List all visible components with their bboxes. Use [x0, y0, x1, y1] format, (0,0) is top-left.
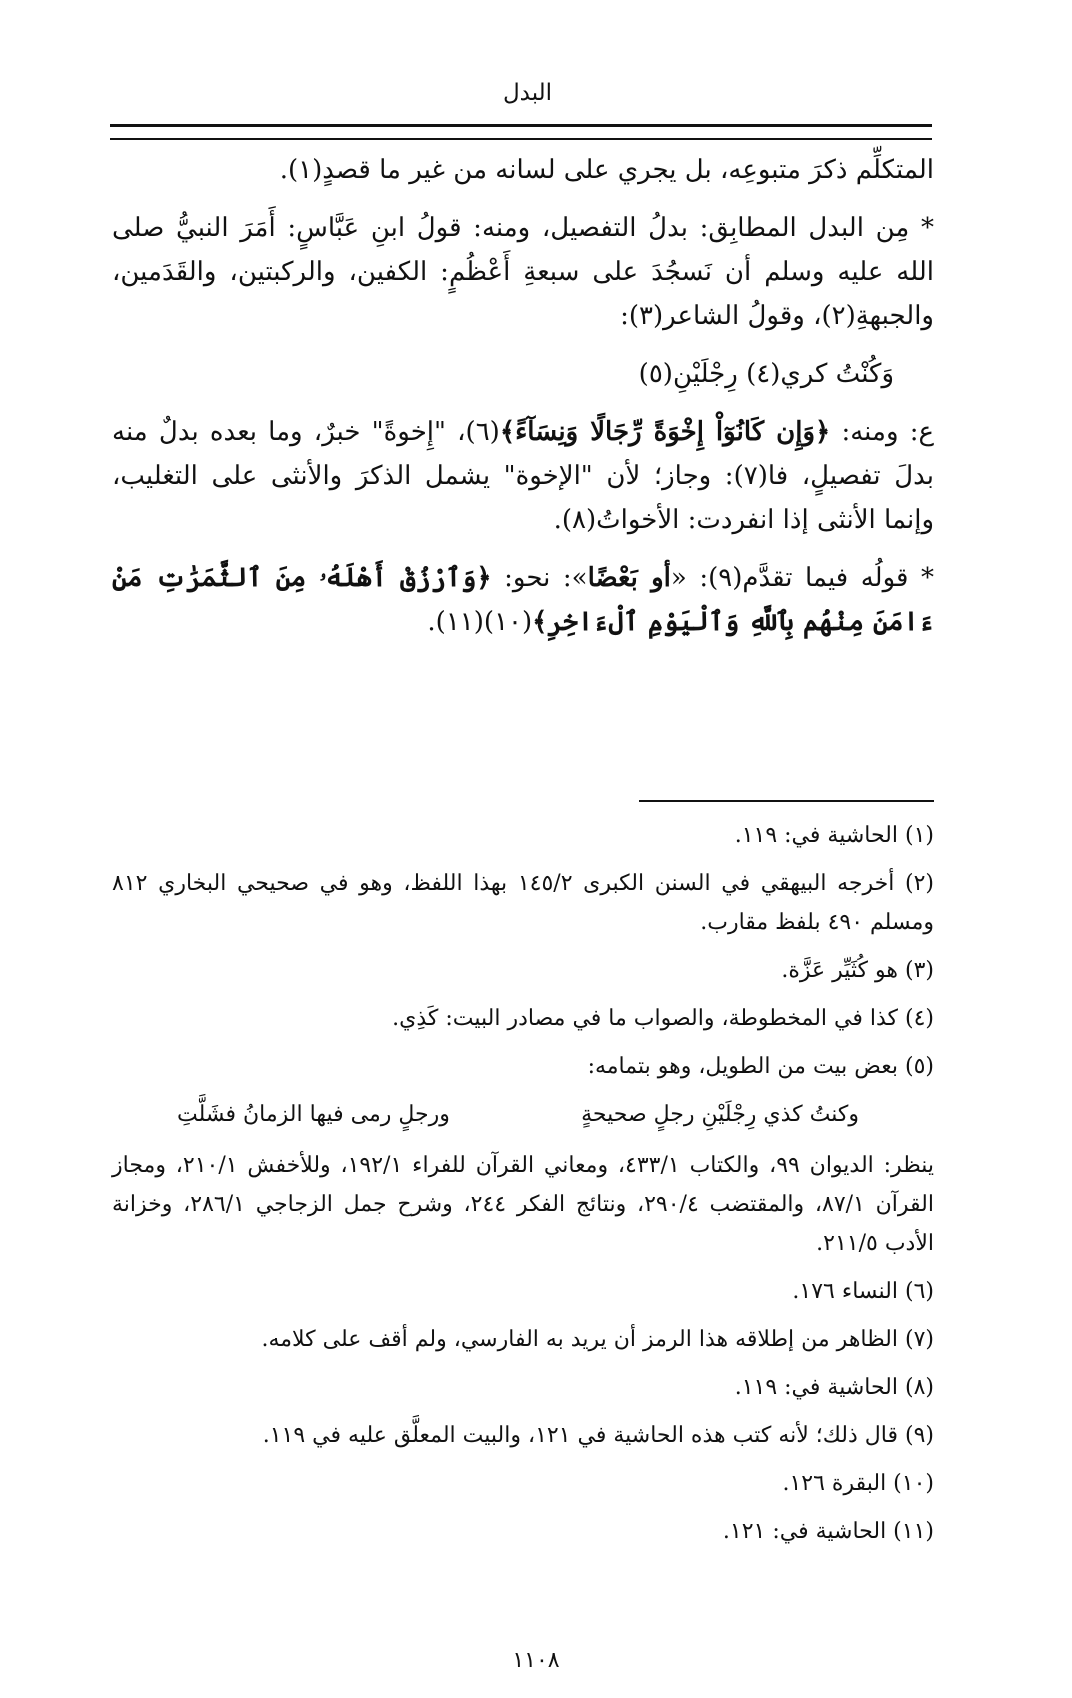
footnotes — [112, 816, 934, 1560]
header-rule-thick — [110, 124, 932, 127]
paragraph-4-mid: »: نحو: — [491, 563, 588, 593]
footnote-10: (١٠) البقرة ١٢٦. — [782, 1471, 934, 1496]
quran-quote-nisa: ﴿وَإِن كَانُوٓاْ إِخْوَةً رِّجَالًا وَنِسَآءً﴾ — [499, 417, 831, 447]
poem-line — [112, 1095, 934, 1134]
footnote-2: (٢) أخرجه البيهقي في السنن الكبرى ١٤٥/٢ بهذا اللفظ، وهو في صحيحي البخاري ٨١٢ ومسلم ٤٩٠ بلفظ مقارب. — [112, 871, 934, 935]
footnote-1: (١) الحاشية في: ١١٩. — [734, 823, 934, 848]
footnote-8: (٨) الحاشية في: ١١٩. — [734, 1375, 934, 1400]
footnote-5: (٥) بعض بيت من الطويل، وهو بتمامه: — [587, 1054, 934, 1079]
paragraph-3-rest: (٦)، "إِخوةً" خبرٌ، وما بعده بدلٌ منه بدلَ تفصيلٍ، فا(٧): وجاز؛ لأن "الإخوة" يشمل الذكرَ والأنثى على التغليب، وإنما الأنثى إذا انفردت: الأخواتُ(٨). — [112, 417, 934, 535]
paragraph-4-intro: * قولُه فيما تقدَّم(٩): « — [670, 563, 934, 593]
paragraph-3-intro: ع: ومنه: — [830, 417, 934, 447]
footnote-separator — [639, 800, 934, 802]
footnote-3: (٣) هو كُثَيِّر عَزَّة. — [781, 958, 934, 983]
paragraph-4 — [112, 556, 934, 644]
header-rule-thin — [110, 138, 932, 140]
footnote-7: (٧) الظاهر من إطلاقه هذا الرمز أن يريد به الفارسي، ولم أقف على كلامه. — [261, 1327, 934, 1352]
main-text — [112, 148, 934, 658]
quran-quote-baqara: ﴿وَٱرْزُقْ أَهْلَهُۥ مِنَ ٱلثَّمَرَٰتِ مَنْ ءَامَنَ مِنْهُم بِٱللَّهِ وَٱلْيَوْمِ ٱلْءَاخِرِ﴾ — [112, 563, 934, 637]
verse-line: وَكُنْتُ كري(٤) رِجْلَيْنِ(٥) — [638, 359, 894, 389]
footnote-6: (٦) النساء ١٧٦. — [792, 1279, 934, 1304]
paragraph-1: المتكلِّم ذكرَ متبوعِه، بل يجري على لسانه من غير ما قصدٍ(١). — [279, 155, 934, 185]
footnote-11: (١١) الحاشية في: ١٢١. — [722, 1519, 934, 1544]
page-number: ١١٠٨ — [512, 1648, 560, 1673]
paragraph-4-bold: أو بَعْضًا — [587, 563, 671, 593]
paragraph-3 — [112, 410, 934, 542]
running-header: البدل — [502, 80, 553, 106]
paragraph-2: * مِن البدل المطابِق: بدلُ التفصيل، ومنه: قولُ ابنِ عَبَّاسٍ: أَمَرَ النبيُّ صلى الله عليه وسلم أن نَسجُدَ على سبعةِ أَعْظُمٍ: الكفين، والركبتين، والقَدَمين، والجبهةِ(٢)، وقولُ الشاعر(٣): — [112, 213, 934, 331]
footnote-sources: ينظر: الديوان ٩٩، والكتاب ٤٣٣/١، ومعاني القرآن للفراء ١٩٢/١، وللأخفش ٢١٠/١، ومجاز القرآن ٨٧/١، والمقتضب ٢٩٠/٤، ونتائج الفكر ٢٤٤، وشرح جمل الزجاجي ٢٨٦/١، وخزانة الأدب ٢١١/٥. — [112, 1153, 935, 1256]
footnote-9: (٩) قال ذلك؛ لأنه كتب هذه الحاشية في ١٢١، والبيت المعلَّق عليه في ١١٩. — [262, 1423, 934, 1448]
poem-hemistich-first: وكنتُ كذي رِجْلَيْنِ رجلٍ صحيحةٍ — [581, 1102, 859, 1127]
poem-hemistich-second: ورجلٍ رمى فيها الزمانُ فشَلَّتِ — [177, 1102, 450, 1127]
footnote-4: (٤) كذا في المخطوطة، والصواب ما في مصادر البيت: كَذِي. — [392, 1006, 934, 1031]
paragraph-4-end: (١٠)(١١). — [427, 607, 533, 637]
